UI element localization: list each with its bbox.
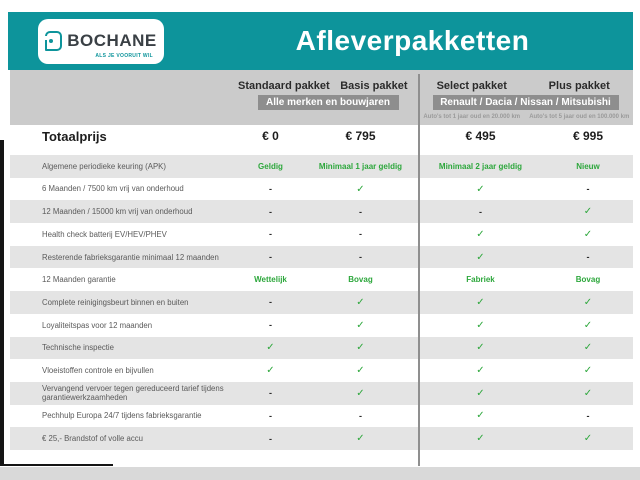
feature-label: Resterende fabrieksgarantie minimaal 12 maanden: [42, 252, 219, 262]
check-icon: ✓: [356, 183, 365, 195]
feature-row: [10, 337, 633, 360]
check-icon: ✓: [583, 228, 593, 240]
dash-mark: -: [269, 410, 272, 421]
feature-value: Bovag: [348, 275, 373, 285]
bottom-edge-line: [0, 464, 113, 466]
feature-value: Minimaal 1 jaar geldig: [318, 161, 403, 171]
dash-mark: -: [269, 252, 272, 263]
check-icon: ✓: [583, 319, 593, 331]
column-headers: [10, 70, 633, 125]
check-icon: ✓: [583, 387, 593, 399]
feature-label: Vloeistoffen controle en bijvullen: [42, 365, 154, 375]
feature-row: [10, 427, 633, 450]
check-icon: ✓: [583, 365, 593, 377]
feature-row: [10, 291, 633, 314]
total-label: Totaalprijs: [42, 128, 107, 144]
feature-row: [10, 178, 633, 201]
feature-value: Geldig: [258, 161, 283, 171]
package-group-all-brands: [10, 77, 418, 125]
feature-row: [10, 382, 633, 405]
page-title: Afleverpakketten: [295, 25, 530, 56]
group-note-plus: Auto's tot 5 jaar oud en 100.000 km: [529, 114, 630, 120]
bochane-logo-icon: [45, 31, 62, 51]
dash-mark: -: [586, 410, 590, 421]
check-icon: ✓: [266, 342, 275, 354]
check-icon: ✓: [583, 342, 593, 354]
check-icon: ✓: [583, 296, 593, 308]
feature-label: Complete reinigingsbeurt binnen en buiten: [42, 297, 189, 307]
dash-mark: -: [586, 252, 590, 263]
dash-mark: -: [269, 229, 272, 240]
dash-mark: -: [269, 320, 272, 331]
column-label-select: Select pakket: [436, 79, 507, 92]
column-label-plus: Plus pakket: [548, 79, 610, 92]
dash-mark: -: [479, 206, 482, 217]
dash-mark: -: [359, 252, 362, 263]
feature-label: Health check batterij EV/HEV/PHEV: [42, 229, 167, 239]
feature-label: Technische inspectie: [42, 343, 114, 353]
feature-rows: [10, 155, 633, 450]
check-icon: ✓: [476, 433, 485, 445]
check-icon: ✓: [476, 342, 485, 354]
check-icon: ✓: [356, 433, 365, 445]
feature-label: € 25,- Brandstof of volle accu: [42, 434, 143, 443]
total-price-standaard: € 0: [262, 129, 279, 143]
group-note-select: Auto's tot 1 jaar oud en 20.000 km: [423, 114, 521, 120]
package-group-renault: [418, 77, 633, 125]
feature-label: Pechhulp Europa 24/7 tijdens fabrieksgarantie: [42, 411, 202, 421]
total-price-select: € 495: [465, 129, 496, 143]
header-gap: [10, 147, 633, 155]
feature-label: Vervangend vervoer tegen gereduceerd tarief tijdens garantiewerkzaamheden: [42, 384, 224, 403]
check-icon: ✓: [356, 296, 365, 308]
group-banner-all-brands: Alle merken en bouwjaren: [258, 95, 399, 110]
feature-row: [10, 268, 633, 291]
dash-mark: -: [269, 433, 272, 444]
brand-text: BOCHANE: [67, 31, 157, 50]
feature-label: Algemene periodieke keuring (APK): [42, 161, 166, 171]
check-icon: ✓: [356, 319, 365, 331]
feature-label: 12 Maanden / 15000 km vrij van onderhoud: [42, 207, 193, 217]
feature-value: Fabriek: [466, 275, 495, 285]
feature-value: Nieuw: [576, 161, 600, 171]
check-icon: ✓: [356, 365, 365, 377]
feature-label: 6 Maanden / 7500 km vrij van onderhoud: [42, 184, 184, 194]
check-icon: ✓: [476, 228, 485, 240]
check-icon: ✓: [476, 365, 485, 377]
check-icon: ✓: [583, 433, 593, 445]
dash-mark: -: [269, 184, 272, 195]
check-icon: ✓: [476, 387, 485, 399]
check-icon: ✓: [476, 410, 485, 422]
group-banner-renault: Renault / Dacia / Nissan / Mitsubishi: [433, 95, 619, 110]
feature-row: [10, 223, 633, 246]
column-divider-line: [418, 74, 420, 466]
feature-row: [10, 246, 633, 269]
bochane-logo: [38, 19, 164, 64]
check-icon: ✓: [476, 183, 485, 195]
check-icon: ✓: [476, 251, 485, 263]
package-table: [10, 70, 633, 467]
feature-label: 12 Maanden garantie: [42, 275, 116, 285]
logo-tagline: ALS JE VOORUIT WIL: [95, 52, 153, 59]
left-edge-line: [0, 140, 4, 466]
feature-label: Loyaliteitspas voor 12 maanden: [42, 320, 153, 330]
dash-mark: -: [359, 206, 362, 217]
feature-row: [10, 405, 633, 428]
total-price-plus: € 995: [572, 129, 604, 143]
feature-value: Bovag: [575, 275, 601, 285]
check-icon: ✓: [476, 296, 485, 308]
dash-mark: -: [359, 229, 362, 240]
check-icon: ✓: [476, 319, 485, 331]
dash-mark: -: [269, 297, 272, 308]
dash-mark: -: [269, 388, 272, 399]
check-icon: ✓: [266, 365, 275, 377]
feature-row: [10, 200, 633, 223]
feature-row: [10, 359, 633, 382]
total-row: [10, 125, 633, 147]
check-icon: ✓: [356, 342, 365, 354]
total-price-basis: € 795: [345, 129, 376, 143]
column-label-standaard: Standaard pakket: [238, 79, 330, 92]
feature-value: Minimaal 2 jaar geldig: [438, 161, 523, 171]
footer-strip: [0, 467, 640, 480]
column-label-basis: Basis pakket: [340, 79, 408, 92]
dash-mark: -: [359, 410, 362, 421]
dash-mark: -: [269, 206, 272, 217]
header-bar: [8, 12, 633, 70]
feature-row: [10, 155, 633, 178]
feature-value: Wettelijk: [254, 275, 287, 285]
check-icon: ✓: [356, 387, 365, 399]
dash-mark: -: [586, 184, 590, 195]
check-icon: ✓: [583, 206, 593, 218]
feature-row: [10, 314, 633, 337]
